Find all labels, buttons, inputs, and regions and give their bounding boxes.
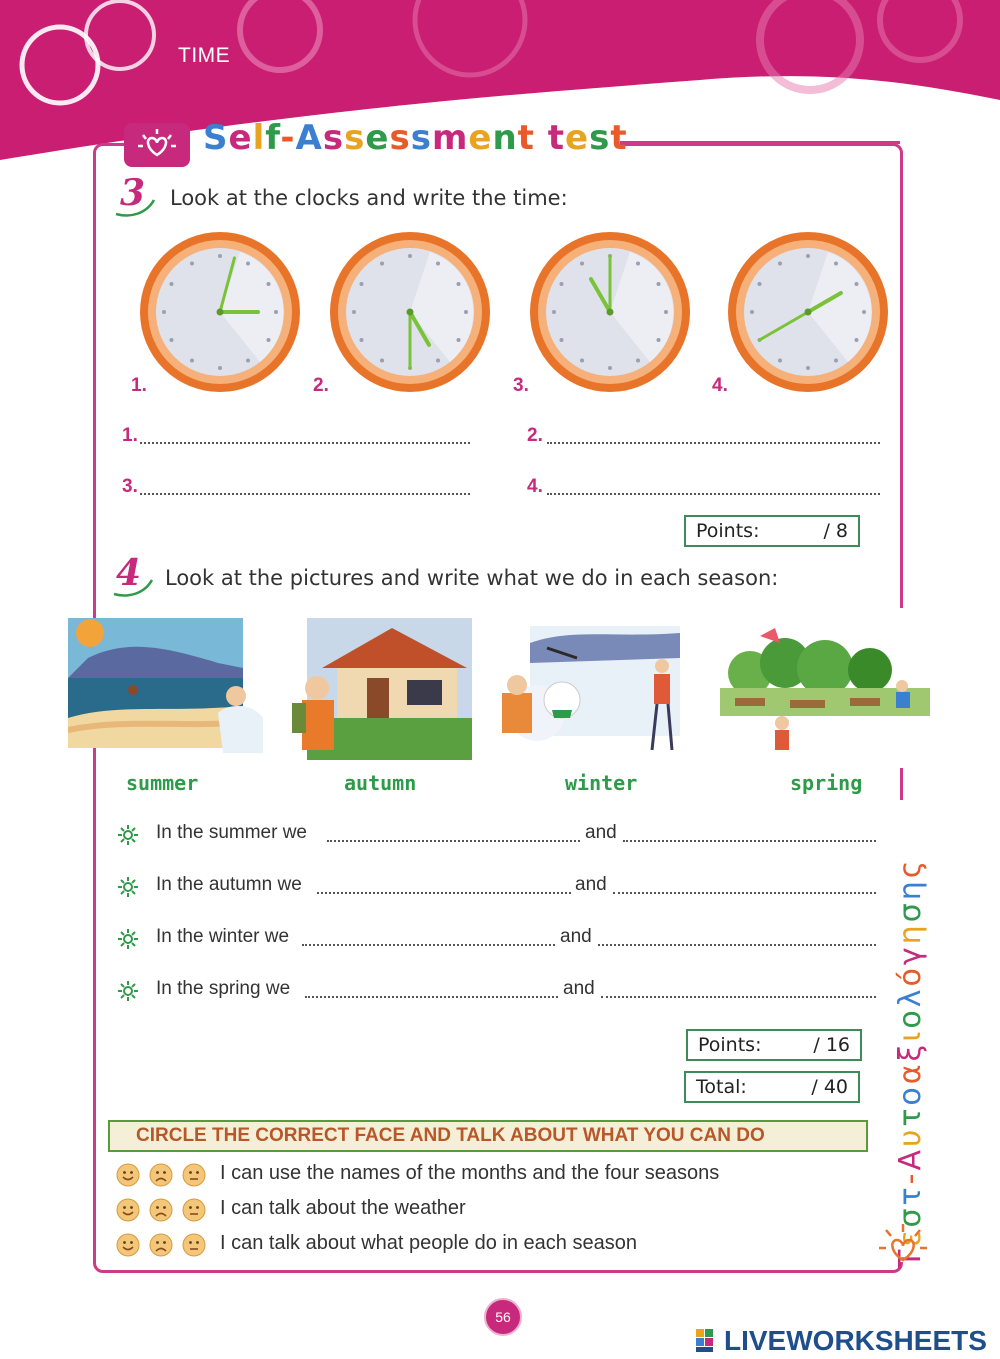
season-label: autumn [344,771,417,795]
section-label: TIME [178,44,231,67]
swoosh-decoration [112,192,158,222]
exercise-number: 4 [116,552,142,594]
sentence-start: In the spring we [156,978,291,999]
face-neutral-icon[interactable] [182,1198,206,1222]
face-neutral-icon[interactable] [182,1163,206,1187]
page-title: Self-Assessment test [203,118,628,158]
page-number: 56 [484,1298,522,1336]
brand-icon [696,1329,724,1353]
clock-label: 2. [313,375,329,396]
answer-label: 3. [122,476,138,497]
sentence-start: In the autumn we [156,874,302,895]
can-do-statement: I can talk about what people do in each season [220,1232,637,1254]
clock-face [140,232,300,392]
answer-line[interactable] [601,996,876,998]
season-label: summer [126,771,199,795]
answer-line[interactable] [305,996,558,998]
answer-line[interactable] [547,493,880,495]
total-value: / 40 [811,1076,848,1098]
clock-label: 4. [712,375,728,396]
swoosh-decoration [110,572,156,602]
answer-label: 2. [527,425,543,446]
face-sad-icon[interactable] [149,1233,173,1257]
face-happy-icon[interactable] [116,1198,140,1222]
brand-name: LIVEWORKSHEETS [724,1325,987,1356]
spring-picture [720,628,930,753]
sentence-and: and [563,978,595,999]
answer-line[interactable] [302,944,555,946]
sentence-start: In the winter we [156,926,290,947]
exercise-instruction: Look at the pictures and write what we do in each season: [165,566,779,590]
exercise-instruction: Look at the clocks and write the time: [170,186,568,210]
self-check-heading: CIRCLE THE CORRECT FACE AND TALK ABOUT WHAT YOU CAN DO [108,1120,868,1152]
face-neutral-icon[interactable] [182,1233,206,1257]
sentence-start: In the summer we [156,822,307,843]
side-label: Τεστ-Αυτοαξιολόγησης [893,857,928,1268]
sun-bullet-icon [117,824,139,850]
season-label: spring [790,771,863,795]
sentence-and: and [560,926,592,947]
clock-label: 1. [131,375,147,396]
answer-line[interactable] [623,840,876,842]
face-sad-icon[interactable] [149,1163,173,1187]
can-do-statement: I can talk about the weather [220,1197,466,1219]
points-value: / 16 [813,1034,850,1056]
total-label: Total: [696,1076,747,1098]
clock-face [530,232,690,392]
summer-picture [68,618,268,758]
clock-label: 3. [513,375,529,396]
answer-line[interactable] [613,892,876,894]
face-happy-icon[interactable] [116,1163,140,1187]
brand-logo [696,1325,987,1357]
answer-line[interactable] [140,442,470,444]
face-sad-icon[interactable] [149,1198,173,1222]
sun-heart-icon [134,128,180,162]
can-do-statement: I can use the names of the months and the four seasons [220,1162,720,1184]
points-label: Points: [698,1034,762,1056]
answer-line[interactable] [317,892,571,894]
points-box [684,515,860,547]
answer-label: 4. [527,476,543,497]
sun-bullet-icon [117,980,139,1006]
points-value: / 8 [823,520,848,542]
answer-line[interactable] [547,442,880,444]
sun-bullet-icon [117,928,139,954]
title-badge [124,123,190,167]
autumn-picture [292,618,472,760]
sentence-and: and [575,874,607,895]
clocks-group [0,220,1000,410]
clock-face [330,232,490,392]
points-label: Points: [696,520,760,542]
exercise-number: 3 [120,172,146,214]
points-box [686,1029,862,1061]
total-box [684,1071,860,1103]
sentence-and: and [585,822,617,843]
season-label: winter [565,771,638,795]
sun-heart-icon [876,1220,930,1268]
face-happy-icon[interactable] [116,1233,140,1257]
answer-line[interactable] [140,493,470,495]
answer-line[interactable] [327,840,580,842]
sun-bullet-icon [117,876,139,902]
answer-label: 1. [122,425,138,446]
clock-face [728,232,888,392]
answer-line[interactable] [598,944,876,946]
winter-picture [492,618,702,758]
